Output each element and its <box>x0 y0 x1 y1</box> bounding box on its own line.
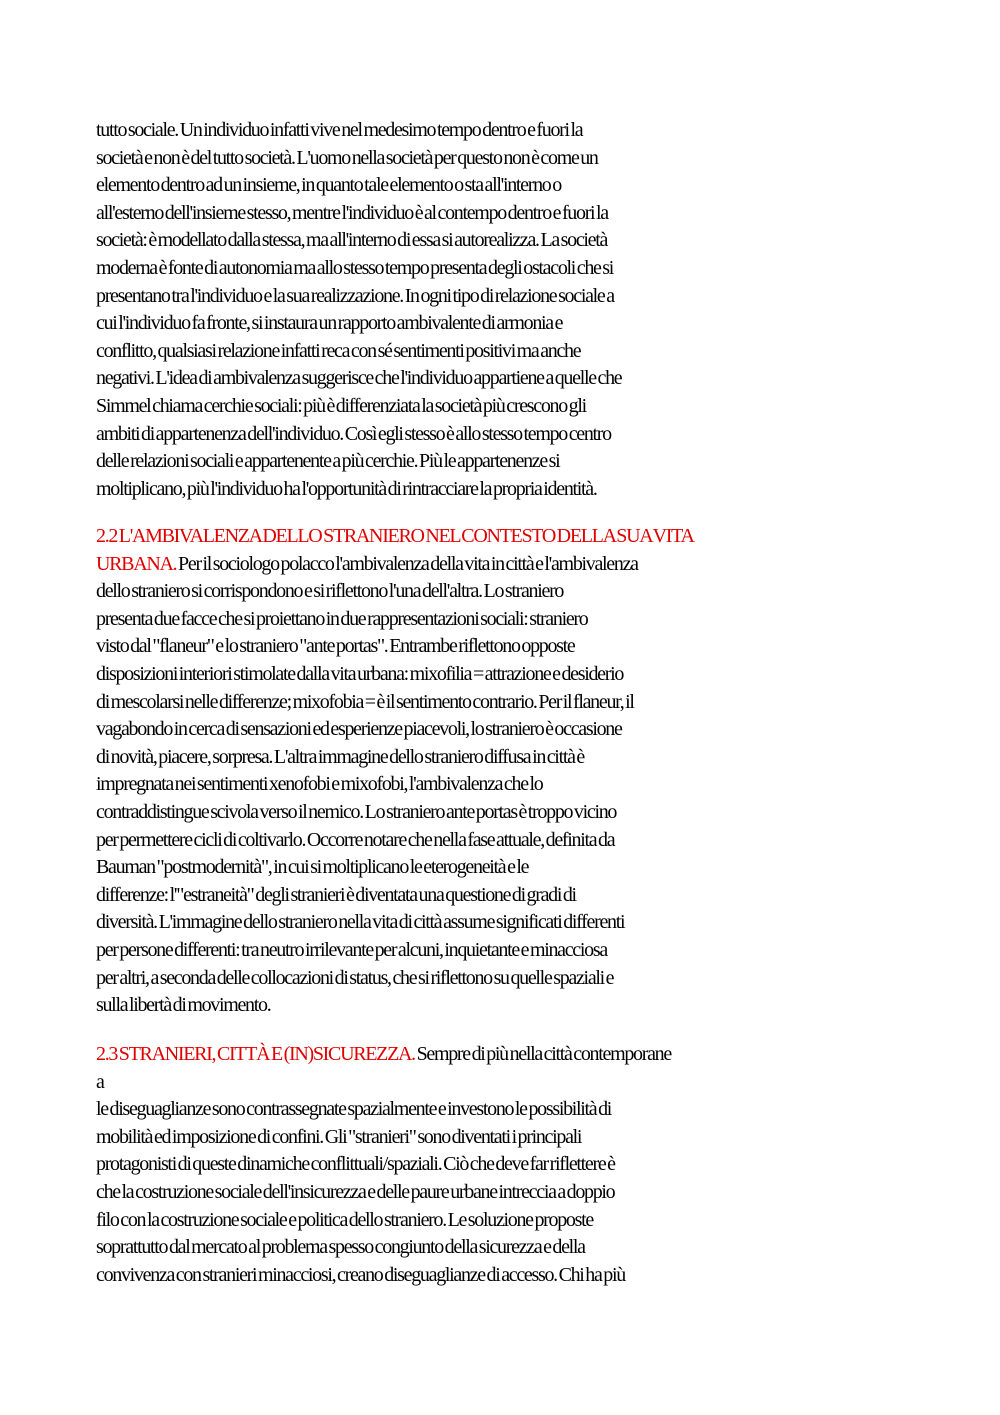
text-line: Bauman "postmodernità", in cui si moltiplicano le eterogeneità e le <box>96 856 529 879</box>
text-line: cui l'individuo fa fronte, si instaura un rapporto ambivalente di armonia e <box>96 312 563 335</box>
text-line: Simmel chiama cerchie sociali: più è differenziata la società più crescono gli <box>96 394 586 417</box>
text-line: tutto sociale. Un individuo infatti vive nel medesimo tempo dentro e fuori la <box>96 119 583 141</box>
text-line: disposizioni interiori stimolate dalla vita urbana: mixofilia = attrazione e desiderio <box>96 662 624 685</box>
text-line: presenta due facce che si proiettano in due rappresentazioni sociali: straniero <box>96 607 588 630</box>
text-line: di novità, piacere, sorpresa. L'altra immagine dello straniero diffusa in città è <box>96 745 584 768</box>
text-line: delle relazioni sociali e appartenente a più cerchie. Più le appartenenze si <box>96 450 560 473</box>
text-line: dello straniero si corrispondono e si riflettono l'una dell'altra. Lo straniero <box>96 580 564 603</box>
text-line: contraddistingue scivola verso il nemico. Lo straniero ante portas è troppo vicino <box>96 800 617 823</box>
section-heading: 2.2 L'AMBIVALENZA DELLO STRANIERO NEL CONTESTO DELLA SUA VITA <box>96 525 694 547</box>
text-line: convivenza con stranieri minacciosi, creano diseguaglianze di accesso. Chi ha più <box>96 1263 625 1286</box>
text-line: soprattutto dal mercato al problema spesso congiunto della sicurezza e della <box>96 1236 585 1259</box>
text-line: conflitto, qualsiasi relazione infatti reca con sé sentimenti positivi ma anche <box>96 339 581 362</box>
text-line: per altri, a seconda delle collocazioni di status, che si riflettono su quelle spaziali e <box>96 966 614 989</box>
text-line: presentano tra l'individuo e la sua realizzazione. In ogni tipo di relazione sociale a <box>96 284 614 307</box>
text-line: società e non è del tutto società. L'uomo nella società per questo non è come un <box>96 146 598 169</box>
text-line: diversità. L'immagine dello straniero nella vita di città assume significati differenti <box>96 911 625 934</box>
text-line: all'esterno dell'insieme stesso, mentre l'individuo è al contempo dentro e fuori la <box>96 201 608 224</box>
text-line: negativi. L'idea di ambivalenza suggerisce che l'individuo appartiene a quelle che <box>96 367 622 390</box>
text-line <box>96 1041 671 1069</box>
text-line: a <box>96 1070 104 1093</box>
section-2-3 <box>96 1041 908 1289</box>
text-line: ambiti di appartenenza dell'individuo. Così egli stesso è allo stesso tempo centro <box>96 422 611 445</box>
section-heading-continuation: URBANA. <box>96 552 177 575</box>
text-line: di mescolarsi nelle differenze; mixofobia = è il sentimento contrario. Per il flaneur, il <box>96 690 634 713</box>
text-run: Sempre di più nella città contemporane <box>414 1043 671 1065</box>
section-heading: 2.3 STRANIERI, CITTÀ E (IN)SICUREZZA. <box>96 1043 415 1065</box>
text-line: impregnata nei sentimenti xenofobi e mixofobi, l'ambivalenza che lo <box>96 773 543 796</box>
text-line: società: è modellato dalla stessa, ma all'interno di essa si autorealizza. La società <box>96 229 608 252</box>
text-line: per permettere cicli di coltivarlo. Occorre notare che nella fase attuale, definita da <box>96 828 615 851</box>
text-line: differenze: l'"estraneità" degli stranieri è diventata una questione di gradi di <box>96 883 576 906</box>
text-line: moderna è fonte di autonomia ma allo stesso tempo presenta degli ostacoli che si <box>96 256 614 279</box>
text-line: elemento dentro ad un insieme, in quanto tale elemento o sta all'interno o <box>96 174 561 197</box>
text-line: protagonisti di queste dinamiche conflittuali/spaziali. Ciò che deve far riflettere è <box>96 1153 615 1176</box>
text-line: moltiplicano, più l'individuo ha l'opportunità di rintracciare la propria identità. <box>96 477 597 500</box>
text-line <box>96 551 638 579</box>
text-line: mobilità ed imposizione di confini. Gli "stranieri" sono diventati i principali <box>96 1125 582 1148</box>
text-line: visto dal "flaneur" e lo straniero "ante portas". Entrambe riflettono opposte <box>96 635 575 658</box>
paragraph-individual-society <box>96 117 908 503</box>
text-line: le diseguaglianze sono contrassegnate spazialmente e investono le possibilità di <box>96 1098 612 1121</box>
text-line: che la costruzione sociale dell'insicurezza e delle paure urbane intreccia a doppio <box>96 1180 615 1203</box>
text-run: Per il sociologo polacco l'ambivalenza della vita in città e l'ambivalenza <box>176 552 638 575</box>
text-line: per persone differenti: tra neutro irrilevante per alcuni, inquietante e minacciosa <box>96 938 607 961</box>
text-line: filo con la costruzione sociale e politica dello straniero. Le soluzione proposte <box>96 1208 593 1231</box>
section-2-2 <box>96 523 908 1020</box>
text-line: vagabondo in cerca di sensazioni ed esperienze piacevoli, lo straniero è occasione <box>96 718 622 741</box>
text-line: sulla libertà di movimento. <box>96 994 271 1017</box>
